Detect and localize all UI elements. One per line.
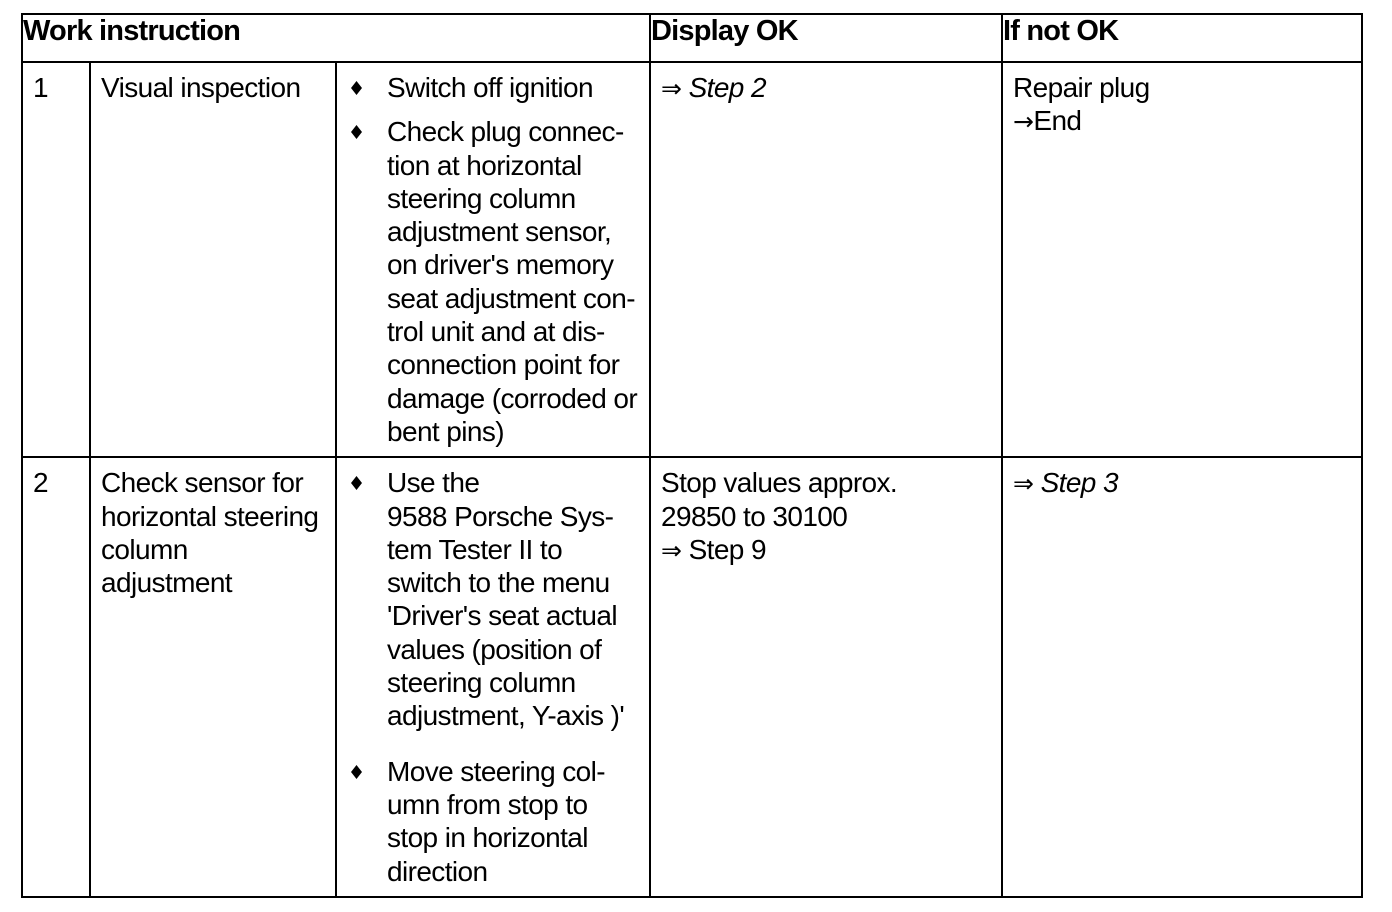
instruction-line: Switch off ignition: [387, 72, 593, 103]
instruction-line: values (position of: [387, 633, 602, 665]
diamond-bullet-icon: [351, 81, 362, 95]
instruction-item: [349, 71, 641, 104]
step-reference: [1013, 466, 1351, 500]
right-arrow-icon: →: [1013, 107, 1034, 137]
double-arrow-icon: ⇒: [661, 535, 682, 565]
instruction-line: connection point for: [387, 349, 620, 381]
instruction-line: stop in horizontal: [387, 822, 588, 854]
task-line: Visual inspection: [101, 72, 301, 103]
task-line: horizontal steering: [101, 500, 319, 532]
instruction-line: tem Tester II to: [387, 533, 563, 565]
display-ok-line: Stop values approx.: [661, 467, 898, 499]
task-text: [91, 458, 335, 607]
instruction-line: 9588 Porsche Sys-: [387, 500, 614, 532]
instruction-line: on driver's memory: [387, 249, 614, 281]
double-arrow-icon: ⇒: [661, 74, 682, 103]
task-line: column adjustment: [101, 533, 232, 599]
instruction-item: [349, 466, 641, 732]
instruction-line: adjustment, Y-axis )': [387, 700, 625, 732]
step-reference: [661, 533, 991, 567]
display-ok-text: [651, 458, 1001, 575]
double-arrow-icon: ⇒: [1013, 469, 1034, 499]
table-row: [22, 457, 1362, 897]
header-work-instruction: Work instruction: [22, 14, 650, 62]
header-row: [22, 14, 1362, 62]
instruction-line: steering column: [387, 182, 576, 214]
table-row: [22, 62, 1362, 457]
task-cell: [90, 62, 336, 457]
step-number-cell: [22, 62, 90, 457]
task-text: [91, 63, 335, 112]
header-display-ok: Display OK: [650, 14, 1002, 62]
instruction-line: direction: [387, 855, 488, 887]
remedy-line: Repair plug: [1013, 72, 1150, 103]
display-ok-cell: [650, 62, 1002, 457]
instruction-line: Check plug connec-: [387, 116, 624, 148]
display-ok-text: [651, 63, 1001, 113]
step-number: 2: [33, 467, 48, 499]
if-not-ok-text: [1003, 458, 1361, 508]
task-cell: [90, 457, 336, 897]
instruction-list: [337, 63, 649, 456]
instruction-line: damage (corroded or: [387, 382, 638, 414]
instruction-line: adjustment sensor,: [387, 216, 612, 248]
step-reference: [661, 71, 991, 105]
step-link: Step 3: [1040, 467, 1118, 499]
end-label: End: [1033, 105, 1082, 137]
instruction-line: umn from stop to: [387, 788, 588, 820]
instruction-line: steering column: [387, 667, 576, 699]
display-ok-line: 29850 to 30100: [661, 500, 848, 532]
instruction-line: Use the: [387, 467, 480, 499]
if-not-ok-cell: [1002, 62, 1362, 457]
step-number-cell: [22, 457, 90, 897]
instruction-line: Move steering col-: [387, 755, 605, 787]
header-if-not-ok: If not OK: [1002, 14, 1362, 62]
instruction-line: bent pins): [387, 415, 504, 447]
step-link: Step 2: [688, 72, 766, 103]
if-not-ok-text: [1003, 63, 1361, 147]
instruction-item: [349, 755, 641, 888]
instructions-cell: [336, 62, 650, 457]
step-link: Step 9: [688, 533, 766, 565]
instruction-item: [349, 115, 641, 448]
instruction-line: tion at horizontal: [387, 149, 582, 181]
work-instruction-table: [21, 13, 1363, 898]
if-not-ok-cell: [1002, 457, 1362, 897]
instruction-line: 'Driver's seat actual: [387, 600, 617, 632]
display-ok-cell: [650, 457, 1002, 897]
step-reference: [1013, 104, 1351, 138]
diamond-bullet-icon: [351, 125, 362, 139]
diamond-bullet-icon: [351, 476, 362, 490]
task-line: Check sensor for: [101, 467, 304, 499]
instruction-list: [337, 458, 649, 896]
instruction-line: trol unit and at dis-: [387, 316, 605, 348]
step-number: 1: [33, 72, 48, 103]
instruction-line: seat adjustment con-: [387, 282, 635, 314]
instruction-line: switch to the menu: [387, 567, 610, 599]
instructions-cell: [336, 457, 650, 897]
diamond-bullet-icon: [351, 765, 362, 779]
